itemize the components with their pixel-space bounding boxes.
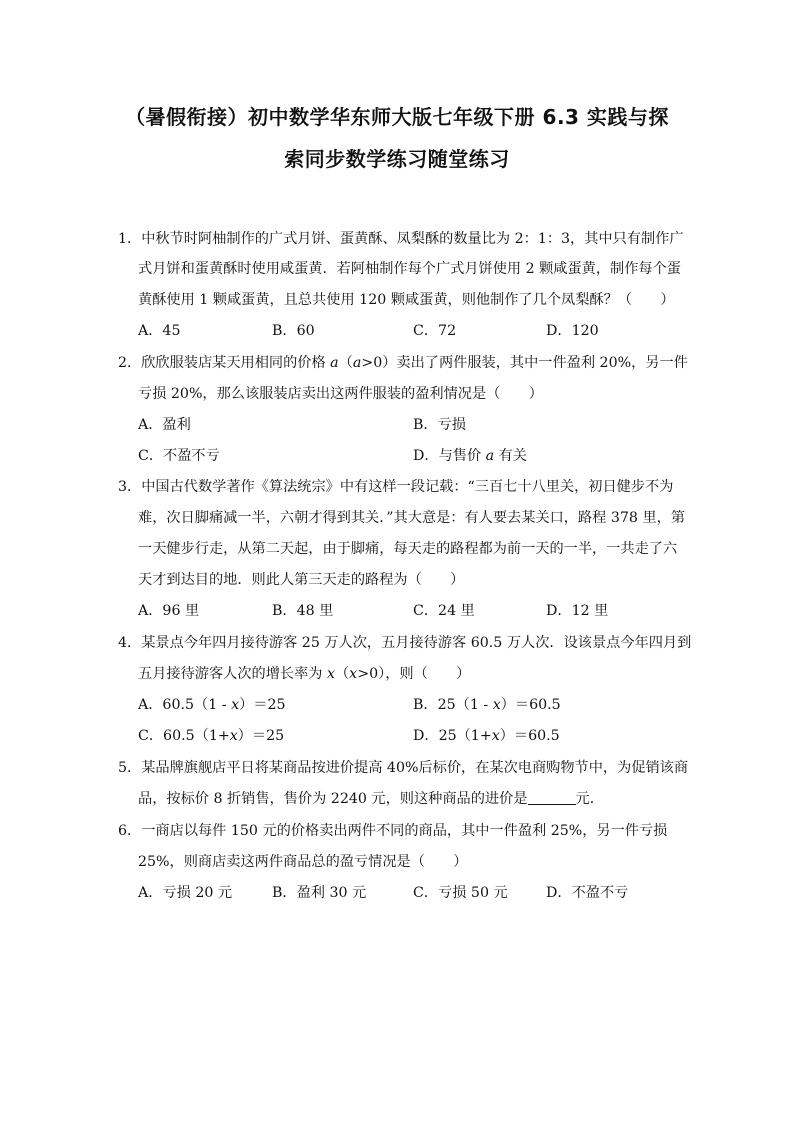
question-2-option-d-text-b: 有关: [494, 448, 527, 464]
option-text: B．25（1 -: [413, 697, 493, 713]
question-2-text-b: （: [338, 355, 353, 371]
question-3-option-d: D．12 里: [546, 603, 609, 619]
page-title-line-2: 索同步数学练习随堂练习: [284, 147, 510, 171]
question-4-text-b: （: [334, 666, 350, 682]
question-3-line-2: 难，次日脚痛减一半，六朝才得到其关．”其大意是：有人要去某关口，路程 378 里，第: [138, 510, 686, 526]
question-1-option-b: B．60: [272, 323, 315, 339]
variable-a: a: [330, 355, 339, 371]
question-4-line-1: 4．某景点今年四月接待游客 25 万人次，五月接待游客 60.5 万人次．设该景点今年四月到: [118, 635, 692, 651]
question-2-option-d: [413, 446, 527, 466]
question-6-line-1: 6．一商店以每件 150 元的价格卖出两件不同的商品，其中一件盈利 25%，另一件亏损: [118, 823, 668, 839]
question-4-option-c: [138, 726, 284, 746]
question-5-text-b: 元．: [575, 791, 604, 807]
question-4-text-c: >0），则（ ）: [357, 666, 471, 682]
option-text: ）＝60.5: [499, 728, 560, 744]
question-2-text-c: >0）卖出了两件服装，其中一件盈利 20%，另一件: [361, 355, 688, 371]
option-text: ）＝25: [237, 728, 285, 744]
question-3-line-3: 一天健步行走，从第二天起，由于脚痛，每天走的路程都为前一天的一半，一共走了六: [138, 541, 678, 557]
question-4-option-d: [413, 726, 560, 746]
question-4-option-a: [138, 695, 286, 715]
question-2-option-c: C．不盈不亏: [138, 448, 220, 464]
question-1-line-1: 1．中秋节时阿柚制作的广式月饼、蛋黄酥、凤梨酥的数量比为 2：1：3，其中只有制作广: [118, 231, 684, 247]
question-2-text-a: 2．欣欣服装店某天用相同的价格: [118, 355, 331, 371]
option-text: ）＝60.5: [500, 697, 561, 713]
question-3-line-4: 天才到达目的地．则此人第三天走的路程为（ ）: [138, 572, 465, 588]
question-5-line-1: 5．某品牌旗舰店平日将某商品按进价提高 40%后标价，在某次电商购物节中，为促销该商: [118, 760, 689, 776]
question-6-option-d: D．不盈不亏: [546, 885, 629, 901]
option-text: A．60.5（1 -: [138, 697, 232, 713]
answer-blank[interactable]: [528, 790, 576, 805]
variable-x: x: [492, 697, 501, 713]
variable-a: a: [352, 355, 362, 371]
question-2-option-b: B．亏损: [413, 417, 466, 433]
question-1-option-a: A．45: [138, 323, 181, 339]
page-title-line-1: （暑假衔接）初中数学华东师大版七年级下册 6.3 实践与探: [125, 105, 669, 129]
question-6-option-b: B．盈利 30 元: [272, 885, 367, 901]
question-2-option-d-text-a: D．与售价: [413, 448, 486, 464]
question-3-option-b: B．48 里: [272, 603, 334, 619]
question-2-option-a: A．盈利: [138, 417, 191, 433]
question-3-option-c: C．24 里: [413, 603, 475, 619]
variable-x: x: [349, 666, 358, 682]
variable-a: a: [485, 448, 495, 464]
question-2-line-1: [118, 353, 688, 373]
question-1-option-d: D．120: [546, 323, 599, 339]
option-text: D．25（1+: [413, 728, 492, 744]
question-6-line-2: 25%，则商店卖这两件商品总的盈亏情况是（ ）: [138, 854, 468, 870]
question-4-option-b: [413, 695, 561, 715]
question-1-line-2: 式月饼和蛋黄酥时使用咸蛋黄．若阿柚制作每个广式月饼使用 2 颗咸蛋黄，制作每个蛋: [138, 261, 681, 277]
question-3-option-a: A．96 里: [138, 603, 200, 619]
question-3-line-1: 3．中国古代数学著作《算法统宗》中有这样一段记载：“三百七十八里关，初日健步不为: [118, 479, 674, 495]
option-text: ）＝25: [239, 697, 286, 713]
variable-x: x: [326, 666, 335, 682]
question-6-option-c: C．亏损 50 元: [413, 885, 508, 901]
question-2-line-2: 亏损 20%，那么该服装店卖出这两件服装的盈利情况是（ ）: [138, 386, 543, 402]
question-6-option-a: A．亏损 20 元: [138, 885, 233, 901]
option-text: C．60.5（1+: [138, 728, 230, 744]
question-5-line-2: [138, 789, 604, 809]
variable-x: x: [491, 728, 500, 744]
question-1-line-3: 黄酥使用 1 颗咸蛋黄，且总共使用 120 颗咸蛋黄，则他制作了几个凤梨酥？（ ）: [138, 292, 675, 308]
variable-x: x: [229, 728, 238, 744]
question-1-option-c: C．72: [413, 323, 457, 339]
variable-x: x: [231, 697, 240, 713]
question-4-text-a: 五月接待游客人次的增长率为: [138, 666, 327, 682]
question-4-line-2: [138, 664, 470, 684]
question-5-text-a: 品，按标价 8 折销售，售价为 2240 元，则这种商品的进价是: [138, 791, 528, 807]
